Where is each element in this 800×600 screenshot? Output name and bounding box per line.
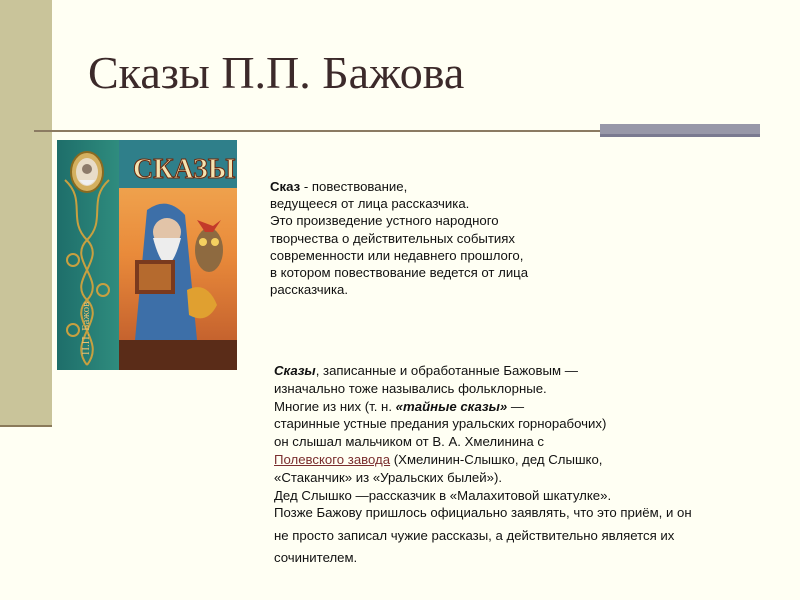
details-line: изначально тоже назывались фольклорные. — [274, 380, 547, 396]
title-divider — [34, 130, 600, 132]
details-line: — — [507, 398, 525, 414]
left-decor-band — [0, 0, 52, 425]
details-line: , записанные и обработанные Бажовым — — [315, 363, 578, 378]
definition-line: Это произведение устного народного — [270, 213, 499, 229]
definition-line: в котором повествование ведется от лица — [270, 265, 529, 281]
details-line: Дед Слышко —рассказчик в «Малахитовой шкатулке». — [274, 487, 612, 503]
details-line: Позже Бажову пришлось официально заявлять, что это приём, и он — [274, 505, 692, 521]
details-text-block — [274, 362, 774, 567]
secret-tales-emphasis: «тайные сказы» — [395, 398, 508, 414]
book-cover-image — [57, 140, 237, 370]
details-line: Многие из них (т. н. — [274, 398, 396, 414]
details-term: Сказы — [274, 363, 316, 378]
slide-title: Сказы П.П. Бажова — [88, 47, 465, 98]
definition-line: - повествование, — [300, 179, 408, 194]
details-line: сочинителем. — [274, 550, 358, 566]
definition-line: творчества о действительных событиях — [270, 230, 515, 246]
definition-text-block — [270, 178, 630, 298]
details-line: «Стаканчик» из «Уральских былей»). — [274, 469, 502, 485]
definition-line: ведущееся от лица рассказчика. — [270, 196, 470, 212]
details-line: старинные устные предания уральских горнорабочих) — [274, 416, 607, 432]
details-line: (Хмелинин-Слышко, дед Слышко, — [390, 451, 603, 467]
definition-line: рассказчика. — [270, 282, 349, 298]
divider-accent-block — [600, 124, 760, 137]
polevskoy-factory-link[interactable]: Полевского завода — [274, 451, 391, 467]
definition-term: Сказ — [270, 179, 301, 194]
details-line: он слышал мальчиком от В. А. Хмелинина с — [274, 434, 544, 450]
details-line: не просто записал чужие рассказы, а действительно является их — [274, 528, 675, 544]
left-decor-line — [0, 425, 52, 427]
cover-title-text: СКАЗЫ — [133, 154, 236, 185]
cover-author-text: П.П. Бажов — [80, 301, 92, 355]
definition-line: современности или недавнего прошлого, — [270, 247, 524, 263]
